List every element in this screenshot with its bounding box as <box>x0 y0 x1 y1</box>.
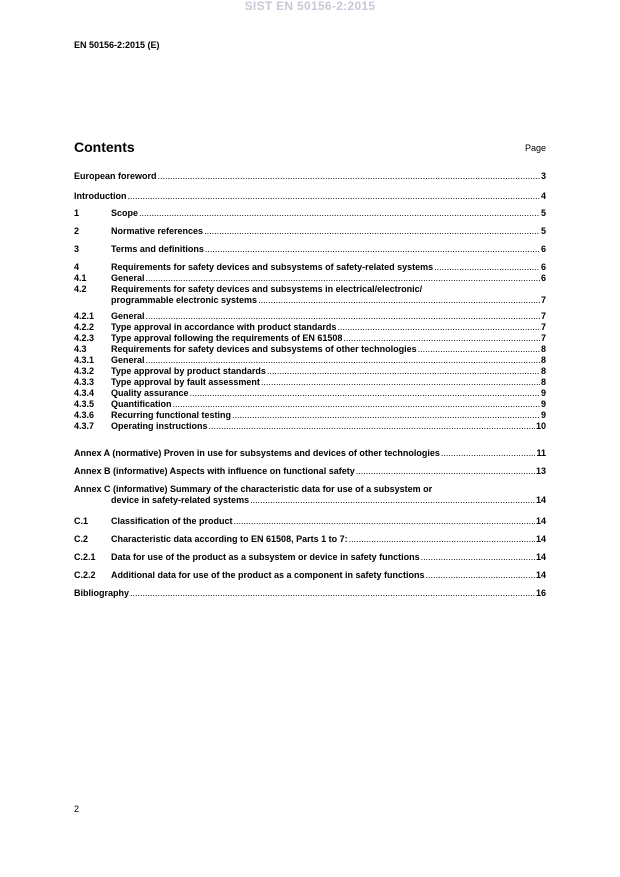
contents-title: Contents <box>74 139 135 155</box>
toc-entry-text: device in safety-related systems <box>111 495 250 505</box>
toc-entry-text: Annex A (normative) Proven in use for subsystems and devices of other technologies <box>74 448 440 458</box>
toc-entry-page: 14 <box>535 516 546 526</box>
toc-entry-line <box>74 366 546 377</box>
toc-entry-line <box>74 344 546 355</box>
toc-entry-line <box>74 273 546 284</box>
toc-leader-dots <box>209 421 535 432</box>
toc-entry-number: 4.3 <box>74 344 87 354</box>
toc-leader-dots <box>250 495 535 506</box>
toc-leader-dots <box>356 466 535 477</box>
toc-entry-text: Requirements for safety devices and subsystems of other technologies <box>111 344 417 354</box>
toc-entry-line <box>74 516 546 527</box>
toc-entry-line <box>74 311 546 322</box>
toc-leader-dots <box>146 273 540 284</box>
toc-entry-num-first <box>74 484 546 495</box>
toc-entry-line <box>74 333 546 344</box>
toc-entry-line <box>74 399 546 410</box>
toc-entry-number: 3 <box>74 244 80 254</box>
toc-entry-page: 10 <box>535 421 546 431</box>
toc-entry-page: 8 <box>540 344 546 354</box>
toc-entry-page: 3 <box>540 171 546 181</box>
toc-entry-text: Type approval by product standards <box>111 366 266 376</box>
document-identifier: EN 50156-2:2015 (E) <box>74 40 160 50</box>
toc-entry-page: 6 <box>540 262 546 272</box>
toc-leader-dots <box>441 448 536 459</box>
toc-entry-page: 7 <box>540 295 546 305</box>
toc-entry-text: Annex B (informative) Aspects with influence on functional safety <box>74 466 355 476</box>
toc-entry[interactable] <box>74 344 546 355</box>
toc-entry-text: programmable electronic systems <box>111 295 258 305</box>
toc-entry-text: Recurring functional testing <box>111 410 232 420</box>
toc-entry-number: C.1 <box>74 516 89 526</box>
toc-leader-dots <box>173 399 540 410</box>
toc-entry-first-line: Requirements for safety devices and subsystems in electrical/electronic/ <box>111 284 423 294</box>
toc-entry-number: 4 <box>74 262 80 272</box>
toc-entry-number: 4.1 <box>74 273 87 283</box>
toc-entry-page: 14 <box>535 534 546 544</box>
toc-entry-number: 4.3.2 <box>74 366 95 376</box>
toc-entry-line <box>74 226 546 237</box>
toc-entry[interactable] <box>74 466 546 477</box>
toc-leader-dots <box>146 311 540 322</box>
toc-entry-number: 4.3.5 <box>74 399 95 409</box>
toc-entry[interactable] <box>74 171 546 182</box>
toc-entry[interactable] <box>74 273 546 284</box>
toc-leader-dots <box>146 355 540 366</box>
toc-entry-page: 5 <box>540 226 546 236</box>
toc-entry-page: 4 <box>540 191 546 201</box>
toc-entry-number: 4.3.1 <box>74 355 95 365</box>
toc-entry[interactable] <box>74 388 546 399</box>
toc-leader-dots <box>418 344 540 355</box>
toc-entry-page: 14 <box>535 570 546 580</box>
toc-entry-text: Bibliography <box>74 588 130 598</box>
toc-entry-line <box>74 421 546 432</box>
toc-leader-dots <box>434 262 540 273</box>
toc-leader-dots <box>234 516 535 527</box>
toc-leader-dots <box>349 534 535 545</box>
toc-entry-text: Normative references <box>111 226 204 236</box>
toc-leader-dots <box>421 552 535 563</box>
toc-entry-line <box>74 552 546 563</box>
toc-entry[interactable] <box>74 244 546 255</box>
toc-entry-page: 11 <box>536 448 546 458</box>
toc-entry-line <box>74 244 546 255</box>
toc-entry-page: 6 <box>540 273 546 283</box>
toc-entry-page: 9 <box>540 410 546 420</box>
toc-entry-text: Type approval following the requirements of EN 61508 <box>111 333 343 343</box>
toc-entry-number: C.2.2 <box>74 570 96 580</box>
toc-entry-text: General <box>111 355 145 365</box>
toc-entry-text: Operating instructions <box>111 421 208 431</box>
toc-entry-line <box>74 295 546 306</box>
toc-entry-line <box>74 495 546 506</box>
toc-entry-number: 4.3.6 <box>74 410 95 420</box>
watermark-text: SIST EN 50156-2:2015 <box>244 0 376 13</box>
toc-entry[interactable] <box>74 552 546 563</box>
toc-leader-dots <box>128 191 540 202</box>
toc-entry[interactable] <box>74 322 546 333</box>
toc-entry-line <box>74 588 546 599</box>
toc-entry-line <box>74 377 546 388</box>
toc-entry[interactable] <box>74 421 546 432</box>
toc-entry-page: 5 <box>540 208 546 218</box>
toc-entry-number: 4.3.4 <box>74 388 95 398</box>
toc-entry-text: Characteristic data according to EN 61508, Parts 1 to 7: <box>111 534 348 544</box>
toc-entry[interactable] <box>74 484 546 506</box>
toc-entry[interactable] <box>74 534 546 545</box>
toc-entry[interactable] <box>74 410 546 421</box>
toc-entry[interactable] <box>74 516 546 527</box>
toc-entry-page: 6 <box>540 244 546 254</box>
toc-entry-number: C.2.1 <box>74 552 96 562</box>
page-column-label: Page <box>524 143 546 153</box>
toc-entry-page: 14 <box>535 495 546 505</box>
toc-entry-text: Scope <box>111 208 139 218</box>
toc-entry-page: 9 <box>540 399 546 409</box>
contents-header <box>74 139 546 157</box>
toc-entry-line <box>74 208 546 219</box>
toc-entry-text: Requirements for safety devices and subsystems of safety-related systems <box>111 262 434 272</box>
toc-entry[interactable] <box>74 377 546 388</box>
toc-entry-text: Additional data for use of the product as a component in safety functions <box>111 570 425 580</box>
toc-entry[interactable] <box>74 262 546 273</box>
toc-entry-text: General <box>111 311 145 321</box>
toc-entry[interactable] <box>74 588 546 599</box>
toc-entry-text: General <box>111 273 145 283</box>
toc-entry-line <box>74 262 546 273</box>
toc-leader-dots <box>261 377 540 388</box>
toc-entry[interactable] <box>74 191 546 202</box>
toc-entry-page: 7 <box>540 322 546 332</box>
toc-entry-page: 8 <box>540 377 546 387</box>
toc-entry-line <box>74 410 546 421</box>
toc-entry-page: 14 <box>535 552 546 562</box>
toc-entry-page: 7 <box>540 333 546 343</box>
toc-entry-first-line: Annex C (informative) Summary of the characteristic data for use of a subsystem or <box>74 484 433 494</box>
toc-leader-dots <box>426 570 535 581</box>
toc-entry-line <box>74 466 546 477</box>
toc-entry-text: Type approval in accordance with product standards <box>111 322 337 332</box>
toc-entry-page: 7 <box>540 311 546 321</box>
toc-entry-page: 9 <box>540 388 546 398</box>
toc-entry-number: 4.2.1 <box>74 311 95 321</box>
toc-entry[interactable] <box>74 208 546 219</box>
toc-entry-text: European foreword <box>74 171 157 181</box>
toc-leader-dots <box>190 388 540 399</box>
toc-entry-line <box>74 171 546 182</box>
toc-entry-number: 4.2.3 <box>74 333 95 343</box>
toc-entry-text: Type approval by fault assessment <box>111 377 260 387</box>
toc-leader-dots <box>139 208 540 219</box>
toc-entry[interactable] <box>74 226 546 237</box>
toc-entry-number: 1 <box>74 208 80 218</box>
toc-entry-text: Quantification <box>111 399 172 409</box>
toc-entry-text: Terms and definitions <box>111 244 204 254</box>
toc-entry[interactable] <box>74 333 546 344</box>
toc-leader-dots <box>130 588 535 599</box>
toc-entry-text: Data for use of the product as a subsystem or device in safety functions <box>111 552 420 562</box>
toc-entry-number: 4.2.2 <box>74 322 95 332</box>
toc-entry-text: Quality assurance <box>111 388 189 398</box>
toc-entry[interactable] <box>74 399 546 410</box>
toc-entry-line <box>74 355 546 366</box>
toc-entry[interactable] <box>74 570 546 581</box>
toc-entry[interactable] <box>74 311 546 322</box>
toc-entry-text: Classification of the product <box>111 516 233 526</box>
toc-entry-number: 4.3.7 <box>74 421 95 431</box>
toc-entry-line <box>74 322 546 333</box>
toc-leader-dots <box>158 171 540 182</box>
toc-entry-page: 16 <box>535 588 546 598</box>
toc-leader-dots <box>343 333 540 344</box>
toc-leader-dots <box>267 366 540 377</box>
toc-entry[interactable] <box>74 366 546 377</box>
toc-leader-dots <box>205 244 540 255</box>
toc-leader-dots <box>337 322 540 333</box>
toc-entry-line <box>74 388 546 399</box>
toc-entry-number: 4.2 <box>74 284 87 294</box>
toc-entry-num-first <box>74 284 546 295</box>
toc-entry-number: C.2 <box>74 534 89 544</box>
toc-entry-line <box>74 570 546 581</box>
toc-leader-dots <box>258 295 540 306</box>
toc-entry-number: 2 <box>74 226 80 236</box>
toc-entry[interactable] <box>74 284 546 306</box>
page-number: 2 <box>74 804 80 814</box>
toc-entry-line <box>74 191 546 202</box>
toc-entry-line <box>74 448 546 459</box>
toc-entry[interactable] <box>74 448 546 459</box>
toc-entry-number: 4.3.3 <box>74 377 95 387</box>
toc-leader-dots <box>232 410 540 421</box>
toc-entry-line <box>74 534 546 545</box>
toc-entry-page: 13 <box>535 466 546 476</box>
toc-entry[interactable] <box>74 355 546 366</box>
toc-entry-page: 8 <box>540 355 546 365</box>
toc-entry-text: Introduction <box>74 191 127 201</box>
toc-leader-dots <box>204 226 540 237</box>
toc-entry-page: 8 <box>540 366 546 376</box>
